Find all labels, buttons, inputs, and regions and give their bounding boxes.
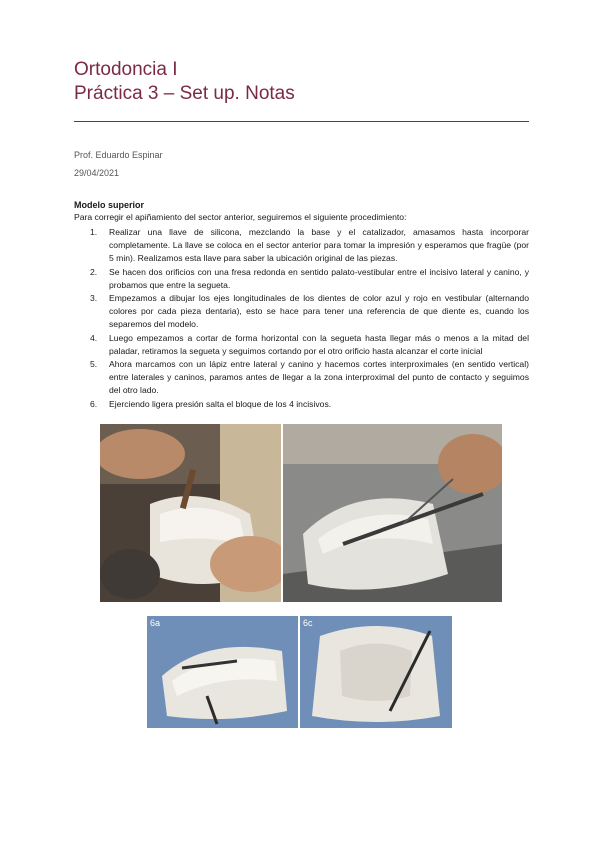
step-number: 6.: [90, 398, 98, 409]
section-intro: Para corregir el apiñamiento del sector anterior, seguiremos el siguiente procedimiento:: [74, 212, 407, 222]
step-number: 5.: [90, 359, 98, 370]
date-line: 29/04/2021: [74, 168, 120, 178]
procedure-step: [74, 292, 529, 332]
procedure-step: [74, 226, 529, 266]
step-text: Realizar una llave de silicona, mezclando la base y el catalizador, amasamos hasta incorporar completamente. La llave se coloca en el sector anterior para tomar la impresión y esperamos que fragüe (por 5 min). Realizamos esta llave para saber la ubicación original de las piezas.: [109, 227, 529, 264]
title-divider: [74, 121, 529, 122]
title-line-2: Práctica 3 – Set up. Notas: [74, 83, 295, 104]
step-text: Luego empezamos a cortar de forma horizontal con la segueta hasta llegar más o menos a la mitad del paladar, retiramos la segueta y seguimos cortando por el otro orificio hasta alcanzar el corte inicial: [109, 332, 529, 356]
step-text: Ahora marcamos con un lápiz entre lateral y canino y hacemos cortes interproximales (en sentido vertical) entre laterales y caninos, paramos antes de llegar a la zona interproximal del punto de contacto y seguimos del otro lado.: [109, 359, 529, 396]
photo-hands-sawing-cast: [100, 424, 281, 602]
author-line: Prof. Eduardo Espinar: [74, 150, 163, 160]
step-number: 4.: [90, 332, 98, 343]
title-line-1: Ortodoncia I: [74, 59, 178, 80]
figure-label-6a: 6a: [150, 618, 161, 628]
step-text: Empezamos a dibujar los ejes longitudinales de los dientes de color azul y rojo en vestibular (alternando colores por cada pieza dentaria), esto se hace para tener una referencia de que diente es, cuando los separemos del modelo.: [109, 293, 529, 330]
step-text: Ejerciendo ligera presión salta el bloque de los 4 incisivos.: [109, 398, 332, 409]
procedure-step: [74, 332, 529, 358]
figure-label-6c: 6c: [303, 618, 313, 628]
procedure-list: [74, 226, 529, 411]
step-number: 3.: [90, 293, 98, 304]
procedure-step: [74, 266, 529, 292]
photo-cast-with-saw: [283, 424, 502, 602]
procedure-step: [74, 358, 529, 398]
photo-figure-6c: [300, 616, 452, 728]
procedure-step: [74, 398, 529, 411]
step-number: 1.: [90, 227, 98, 237]
section-heading: Modelo superior: [74, 200, 145, 210]
step-number: 2.: [90, 266, 98, 277]
step-text: Se hacen dos orificios con una fresa redonda en sentido palato-vestibular entre el incisivo lateral y canino, y probamos que entre la segueta.: [109, 266, 529, 290]
photo-figure-6a: [147, 616, 298, 728]
